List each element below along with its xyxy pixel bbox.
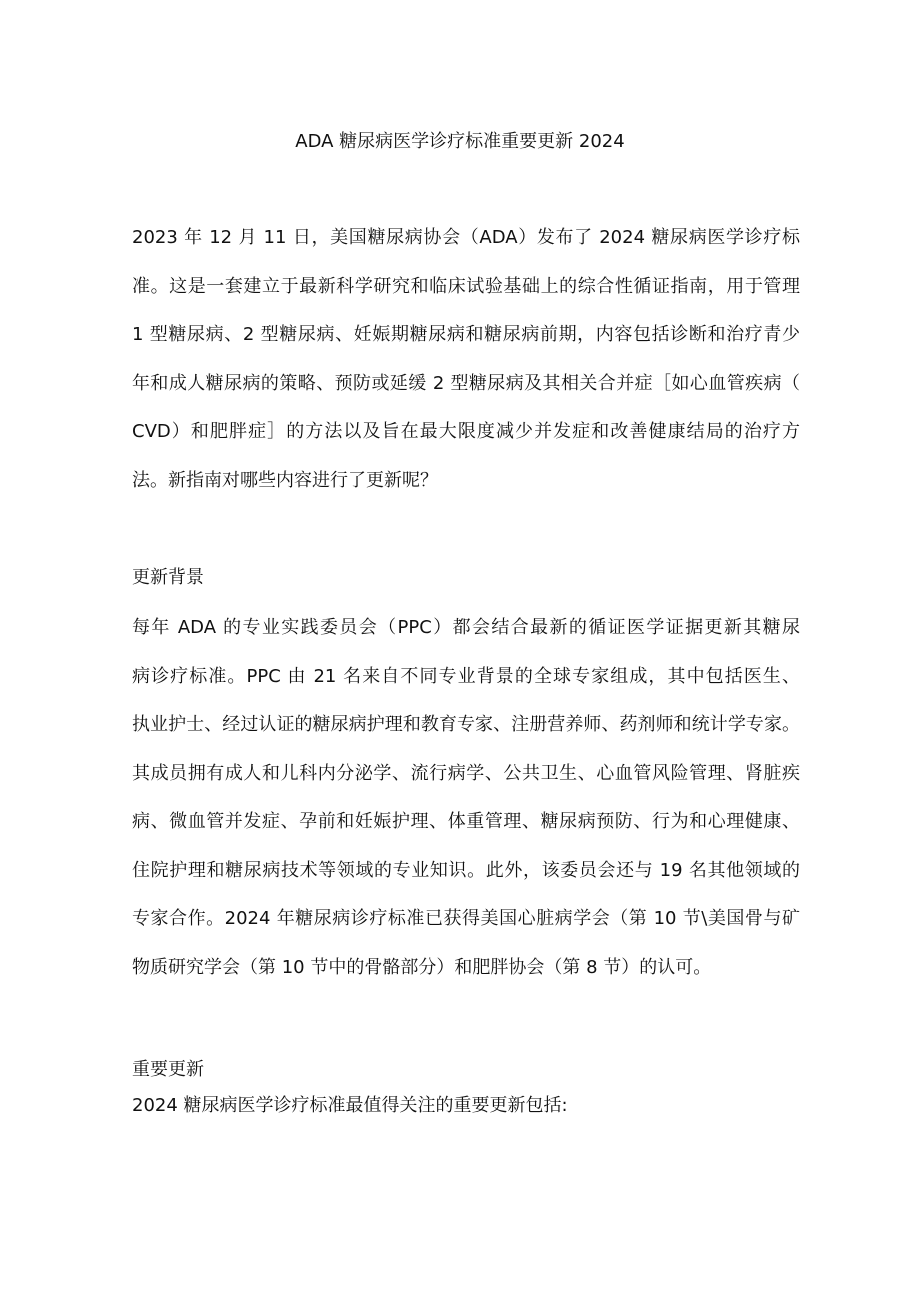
background-line: 物质研究学会（第 10 节中的骨骼部分）和肥胖协会（第 8 节）的认可。 [132,956,712,978]
intro-line: 准。这是一套建立于最新科学研究和临床试验基础上的综合性循证指南，用于管理 [132,275,800,297]
intro-line: 年和成人糖尿病的策略、预防或延缓 2 型糖尿病及其相关合并症［如心血管疾病（ [132,372,800,394]
document-title: ADA 糖尿病医学诊疗标准重要更新 2024 [295,131,625,152]
updates-intro: 2024 糖尿病医学诊疗标准最值得关注的重要更新包括: [132,1095,568,1116]
background-line: 病、微血管并发症、孕前和妊娠护理、体重管理、糖尿病预防、行为和心理健康、 [132,811,800,832]
background-line: 其成员拥有成人和儿科内分泌学、流行病学、公共卫生、心血管风险管理、肾脏疾 [132,762,800,784]
intro-line: CVD）和肥胖症］的方法以及旨在最大限度减少并发症和改善健康结局的治疗方 [132,421,800,442]
intro-line: 1 型糖尿病、2 型糖尿病、妊娠期糖尿病和糖尿病前期，内容包括诊断和治疗青少 [132,324,800,345]
background-line: 病诊疗标准。PPC 由 21 名来自不同专业背景的全球专家组成，其中包括医生、 [132,665,800,687]
background-paragraph [132,604,800,992]
background-line: 执业护士、经过认证的糖尿病护理和教育专家、注册营养师、药剂师和统计学专家。 [132,714,800,735]
background-line: 住院护理和糖尿病技术等领域的专业知识。此外，该委员会还与 19 名其他领域的 [132,859,800,881]
intro-paragraph [132,214,800,505]
updates-heading: 重要更新 [132,1059,204,1080]
background-line: 每年 ADA 的专业实践委员会（PPC）都会结合最新的循证医学证据更新其糖尿 [132,617,800,638]
intro-line: 2023 年 12 月 11 日，美国糖尿病协会（ADA）发布了 2024 糖尿病医学诊疗标 [132,227,800,248]
background-line: 专家合作。2024 年糖尿病诊疗标准已获得美国心脏病学会（第 10 节\美国骨与矿 [132,908,800,929]
background-heading: 更新背景 [132,567,204,588]
intro-line: 法。新指南对哪些内容进行了更新呢？ [132,469,438,491]
